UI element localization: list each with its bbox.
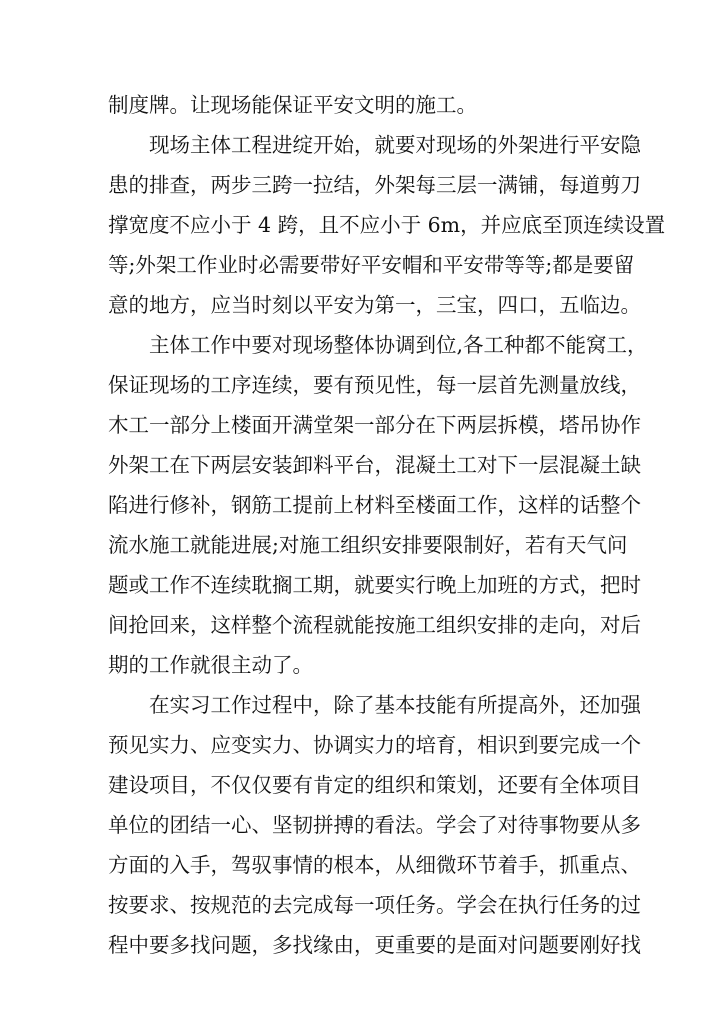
text-line: 单位的团结一心、坚韧拼搏的看法。学会了对待事物要从多 — [108, 813, 641, 837]
paragraph-last-line: 期的工作就很主动了。 — [108, 653, 313, 677]
text-line: 间抢回来，这样整个流程就能按施工组织安排的走向，对后 — [108, 613, 641, 637]
text-line: 意的地方，应当时刻以平安为第一，三宝，四口，五临边。 — [108, 293, 641, 317]
text-line: 木工一部分上楼面开满堂架一部分在下两层拆模，塔吊协作 — [108, 413, 641, 437]
text-line: 题或工作不连续耽搁工期，就要实行晚上加班的方式，把时 — [108, 573, 641, 597]
text-line: 等;外架工作业时必需要带好平安帽和平安带等等;都是要留 — [108, 253, 635, 277]
paragraph-first-line: 在实习工作过程中，除了基本技能有所提高外，还加强 — [149, 693, 641, 717]
paragraph-first-line: 现场主体工程进绽开始，就要对现场的外架进行平安隐 — [149, 133, 641, 157]
text-line: 建设项目，不仅仅要有肯定的组织和策划，还要有全体项目 — [108, 773, 641, 797]
text-line: 撑宽度不应小于 4 跨，且不应小于 6m，并应底至顶连续设置 — [108, 213, 666, 237]
text-line: 外架工在下两层安装卸料平台，混凝土工对下一层混凝土缺 — [108, 453, 641, 477]
text-line: 预见实力、应变实力、协调实力的培育，相识到要完成一个 — [108, 733, 641, 757]
text-line: 患的排查，两步三跨一拉结，外架每三层一满铺，每道剪刀 — [108, 173, 641, 197]
text-line: 制度牌。让现场能保证平安文明的施工。 — [108, 93, 477, 117]
text-line: 按要求、按规范的去完成每一项任务。学会在执行任务的过 — [108, 893, 641, 917]
text-line: 陷进行修补，钢筋工提前上材料至楼面工作，这样的话整个 — [108, 493, 641, 517]
text-line: 方面的入手，驾驭事情的根本，从细微环节着手，抓重点、 — [108, 853, 641, 877]
text-line: 保证现场的工序连续，要有预见性，每一层首先测量放线， — [108, 373, 641, 397]
text-line: 流水施工就能进展;对施工组织安排要限制好，若有天气问 — [108, 533, 628, 557]
paragraph-first-line: 主体工作中要对现场整体协调到位,各工种都不能窝工， — [149, 333, 648, 357]
document-body — [108, 85, 666, 965]
text-line: 程中要多找问题，多找缘由，更重要的是面对问题要刚好找 — [108, 933, 641, 957]
